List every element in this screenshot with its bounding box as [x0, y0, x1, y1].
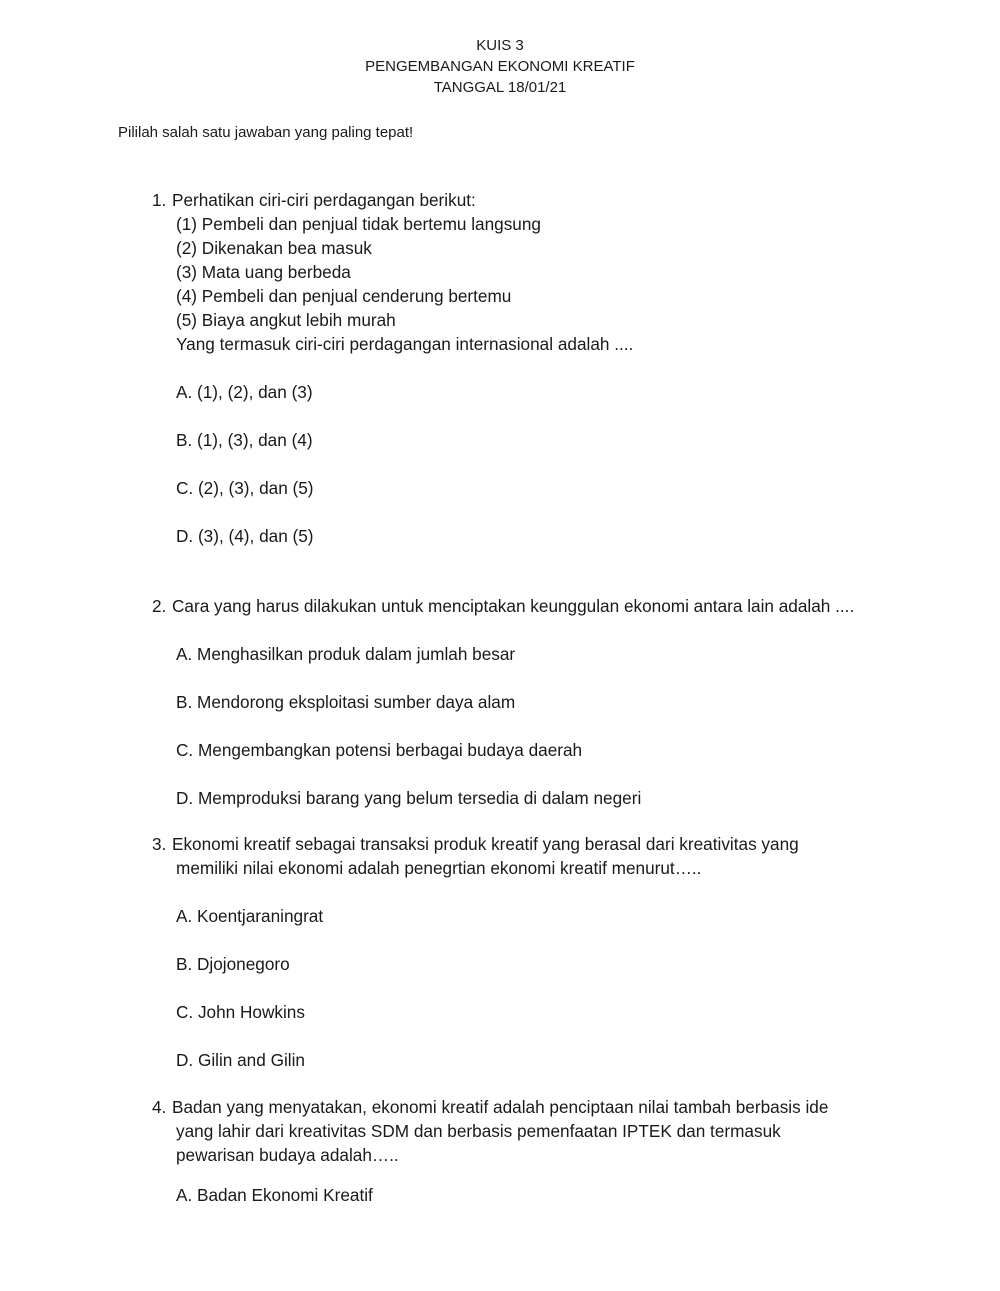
answer-option-2d[interactable]: D. Memproduksi barang yang belum tersedia di dalam negeri [176, 788, 642, 808]
question-stem: Cara yang harus dilakukan untuk menciptakan keunggulan ekonomi antara lain adalah .... [172, 596, 855, 616]
question-number: 3. [152, 834, 167, 854]
statement-item: (5) Biaya angkut lebih murah [176, 310, 396, 330]
answer-option-1b[interactable]: B. (1), (3), dan (4) [176, 430, 313, 450]
answer-option-3c[interactable]: C. John Howkins [176, 1002, 305, 1022]
question-stem: Badan yang menyatakan, ekonomi kreatif adalah penciptaan nilai tambah berbasis ide [172, 1097, 829, 1117]
question-number: 2. [152, 596, 167, 616]
answer-option-1a[interactable]: A. (1), (2), dan (3) [176, 382, 313, 402]
question-2 [152, 594, 952, 618]
answer-option-1d[interactable]: D. (3), (4), dan (5) [176, 526, 314, 546]
statement-item: (2) Dikenakan bea masuk [176, 238, 372, 258]
question-3 [152, 832, 952, 880]
statement-item: (3) Mata uang berbeda [176, 262, 351, 282]
question-stem: Ekonomi kreatif sebagai transaksi produk kreatif yang berasal dari kreativitas yang [172, 834, 799, 854]
answer-option-4a[interactable]: A. Badan Ekonomi Kreatif [176, 1185, 373, 1205]
question-stem-continued: pewarisan budaya adalah….. [176, 1145, 399, 1165]
quiz-title: KUIS 3 [476, 37, 524, 54]
question-prompt: Yang termasuk ciri-ciri perdagangan internasional adalah .... [176, 334, 634, 354]
answer-option-3a[interactable]: A. Koentjaraningrat [176, 906, 324, 926]
answer-option-2a[interactable]: A. Menghasilkan produk dalam jumlah besar [176, 644, 516, 664]
question-stem: Perhatikan ciri-ciri perdagangan berikut: [172, 190, 476, 210]
page-header [0, 35, 1000, 98]
question-stem-continued: yang lahir dari kreativitas SDM dan berbasis pemenfaatan IPTEK dan termasuk [176, 1121, 781, 1141]
question-4 [152, 1095, 952, 1167]
quiz-subject: PENGEMBANGAN EKONOMI KREATIF [365, 58, 635, 75]
question-stem-continued: memiliki nilai ekonomi adalah penegrtian ekonomi kreatif menurut….. [176, 858, 702, 878]
answer-option-3d[interactable]: D. Gilin and Gilin [176, 1050, 305, 1070]
question-1 [152, 188, 952, 356]
question-number: 4. [152, 1097, 167, 1117]
answer-option-3b[interactable]: B. Djojonegoro [176, 954, 290, 974]
statement-item: (4) Pembeli dan penjual cenderung bertemu [176, 286, 512, 306]
quiz-date: TANGGAL 18/01/21 [433, 79, 567, 96]
answer-option-2c[interactable]: C. Mengembangkan potensi berbagai budaya daerah [176, 740, 583, 760]
answer-option-2b[interactable]: B. Mendorong eksploitasi sumber daya alam [176, 692, 516, 712]
statement-item: (1) Pembeli dan penjual tidak bertemu langsung [176, 214, 541, 234]
instruction-text: Pililah salah satu jawaban yang paling tepat! [118, 124, 414, 141]
question-number: 1. [152, 190, 167, 210]
answer-option-1c[interactable]: C. (2), (3), dan (5) [176, 478, 314, 498]
